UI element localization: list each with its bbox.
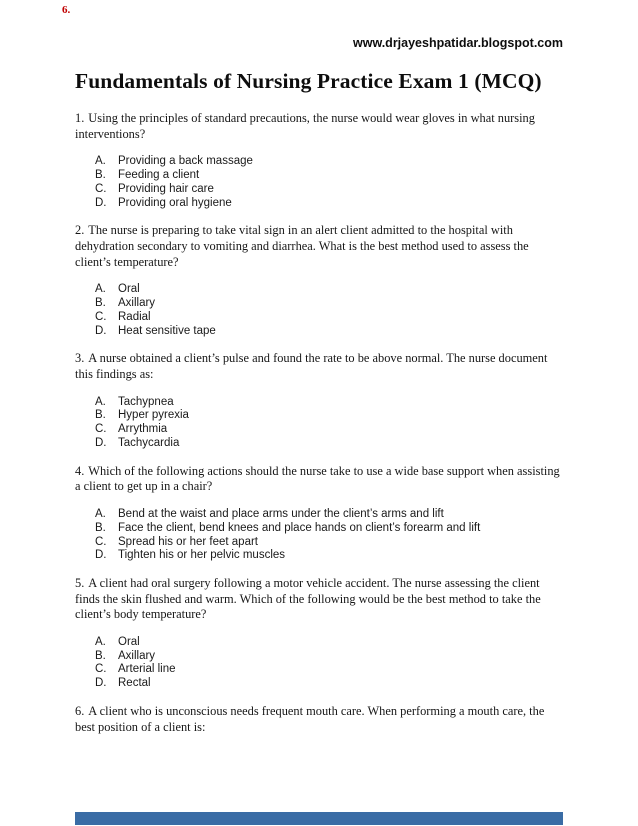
footer-divider-bar xyxy=(75,812,563,825)
option-letter: D. xyxy=(95,196,107,209)
option-row xyxy=(95,325,563,339)
option-text: Spread his or her feet apart xyxy=(118,535,258,548)
option-row xyxy=(95,183,563,197)
option-letter: A. xyxy=(95,635,106,648)
option-text: Oral xyxy=(118,635,140,648)
option-text: Arterial line xyxy=(118,663,176,676)
option-text: Axillary xyxy=(118,649,156,662)
question-text xyxy=(75,223,563,270)
option-row xyxy=(95,423,563,437)
question-stem: A client had oral surgery following a motor vehicle accident. The nurse assessing the client finds the skin flushed and warm. Which of the following would be the best method to take the client’s body temperature? xyxy=(75,576,541,622)
option-text: Tachycardia xyxy=(118,436,180,449)
question-text xyxy=(75,351,563,382)
option-letter: B. xyxy=(95,649,106,662)
option-row xyxy=(95,169,563,183)
option-row xyxy=(95,297,563,311)
option-text: Face the client, bend knees and place hands on client’s forearm and lift xyxy=(118,521,481,534)
option-letter: A. xyxy=(95,507,106,520)
option-letter: C. xyxy=(95,423,107,436)
option-row xyxy=(95,663,563,677)
option-text: Providing hair care xyxy=(118,182,214,195)
options-list xyxy=(95,396,563,451)
option-letter: D. xyxy=(95,549,107,562)
option-letter: A. xyxy=(95,395,106,408)
option-row xyxy=(95,437,563,451)
question-number: 1. xyxy=(75,111,85,125)
options-list xyxy=(95,283,563,338)
option-letter: D. xyxy=(95,436,107,449)
option-letter: D. xyxy=(95,324,107,337)
option-text: Hyper pyrexia xyxy=(118,409,189,422)
option-letter: C. xyxy=(95,663,107,676)
option-text: Rectal xyxy=(118,677,151,690)
option-row xyxy=(95,536,563,550)
question-2 xyxy=(75,223,563,338)
option-row xyxy=(95,197,563,211)
option-row xyxy=(95,409,563,423)
option-text: Heat sensitive tape xyxy=(118,324,216,337)
question-text xyxy=(75,464,563,495)
option-row xyxy=(95,508,563,522)
question-number: 6. xyxy=(75,704,85,719)
question-number: 2. xyxy=(75,223,85,238)
question-number: 4. xyxy=(75,463,85,478)
question-3 xyxy=(75,351,563,450)
option-letter: B. xyxy=(95,409,106,422)
question-4 xyxy=(75,464,563,563)
option-row xyxy=(95,677,563,691)
option-text: Axillary xyxy=(118,296,156,309)
question-1 xyxy=(75,111,563,210)
option-letter: B. xyxy=(95,296,106,309)
options-list xyxy=(95,155,563,210)
options-list xyxy=(95,508,563,563)
question-text xyxy=(75,111,563,142)
question-5 xyxy=(75,576,563,691)
question-number: 5. xyxy=(75,576,85,591)
question-text xyxy=(75,576,563,623)
option-letter: B. xyxy=(95,521,106,534)
option-letter: B. xyxy=(95,168,106,181)
option-text: Radial xyxy=(118,310,151,323)
option-text: Feeding a client xyxy=(118,168,200,181)
option-letter: C. xyxy=(95,535,107,548)
option-row xyxy=(95,283,563,297)
option-row xyxy=(95,636,563,650)
option-text: Providing a back massage xyxy=(118,155,253,168)
option-letter: A. xyxy=(95,155,106,168)
option-row xyxy=(95,155,563,169)
question-number: 3. xyxy=(75,351,85,366)
option-letter: C. xyxy=(95,182,107,195)
option-row xyxy=(95,396,563,410)
option-letter: A. xyxy=(95,283,106,296)
question-stem: Which of the following actions should the nurse take to use a wide base support when assisting a client to get up in a chair? xyxy=(75,463,560,494)
question-stem: Using the principles of standard precautions, the nurse would wear gloves in what nursing interventions? xyxy=(75,111,535,141)
option-letter: D. xyxy=(95,677,107,690)
option-row xyxy=(95,549,563,563)
document-title: Fundamentals of Nursing Practice Exam 1 (MCQ) xyxy=(75,69,542,93)
option-letter: C. xyxy=(95,310,107,323)
option-text: Providing oral hygiene xyxy=(118,196,232,209)
options-list xyxy=(95,636,563,691)
option-text: Tachypnea xyxy=(118,395,174,408)
question-text xyxy=(75,704,563,735)
question-stem: The nurse is preparing to take vital sign in an alert client admitted to the hospital with dehydration secondary to vomiting and diarrhea. What is the best method used to assess the client’s temperature? xyxy=(75,223,529,269)
option-text: Bend at the waist and place arms under the client’s arms and lift xyxy=(118,507,444,520)
option-text: Arrythmia xyxy=(118,423,168,436)
page-number-marker: 6. xyxy=(62,4,71,16)
option-row xyxy=(95,650,563,664)
question-stem: A nurse obtained a client’s pulse and found the rate to be above normal. The nurse document this findings as: xyxy=(75,351,548,381)
question-stem: A client who is unconscious needs frequent mouth care. When performing a mouth care, the best position of a client is: xyxy=(75,704,545,734)
option-row xyxy=(95,522,563,536)
option-text: Tighten his or her pelvic muscles xyxy=(118,549,286,562)
site-url: www.drjayeshpatidar.blogspot.com xyxy=(353,36,563,50)
option-row xyxy=(95,311,563,325)
option-text: Oral xyxy=(118,283,140,296)
question-6 xyxy=(75,704,563,735)
